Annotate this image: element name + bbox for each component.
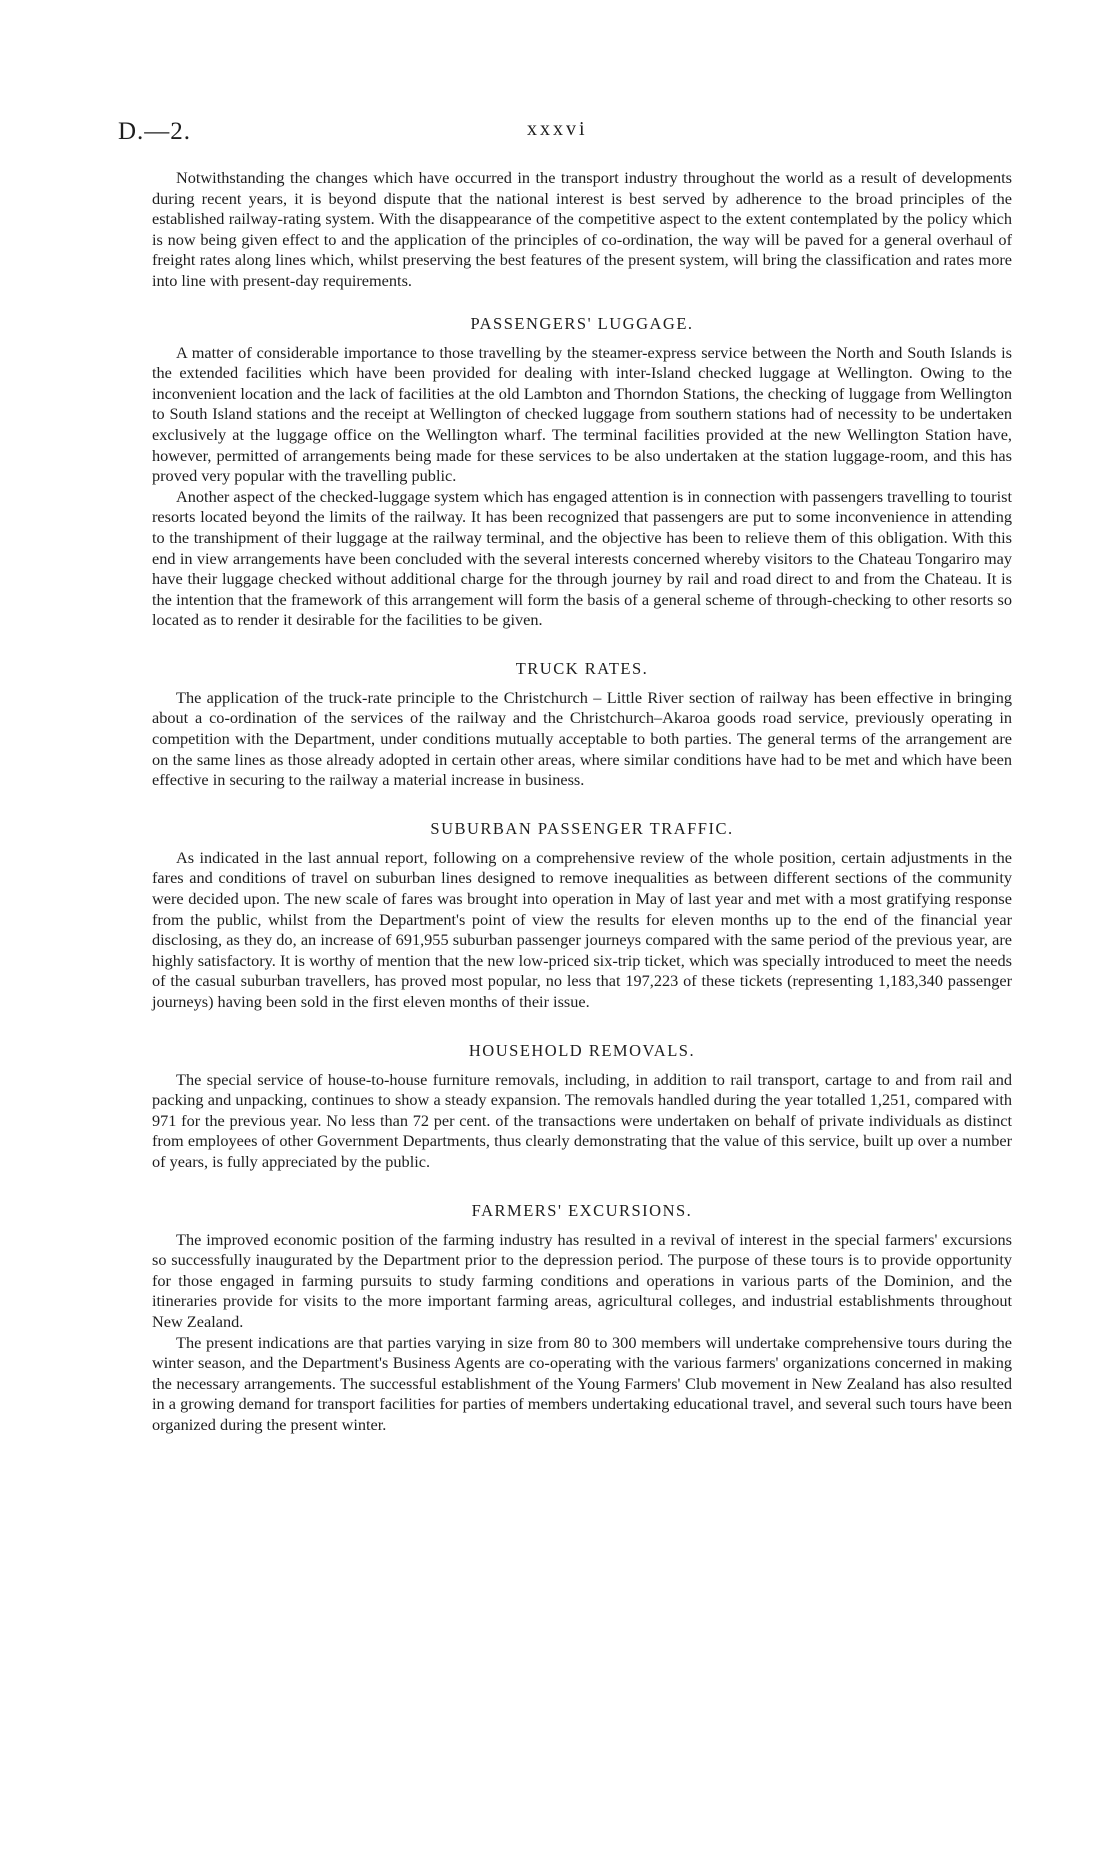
section-heading: PASSENGERS' LUGGAGE.: [470, 313, 694, 333]
document-page: [118, 118, 1012, 1436]
page-number: xxxvi: [527, 118, 588, 140]
section-farmers-excursions: [152, 1201, 1012, 1436]
section-paragraph: As indicated in the last annual report, following on a comprehensive review of the whole position, certain adjustments in the fares and conditions of travel on suburban lines designed to remove inequalities as between different sections of the community were decided upon. The new scale of fares was brought into operation in May of last year and met with a most gratifying response from the public, whilst from the Department's point of view the results for eleven months up to the end of the financial year disclosing, as they do, an increase of 691,955 suburban passenger journeys compared with the same period of the previous year, are highly satisfactory. It is worthy of mention that the new low-priced six-trip ticket, which was specially introduced to meet the needs of the casual suburban travellers, has proved most popular, no less that 197,223 of these tickets (representing 1,183,340 passenger journeys) having been sold in the first eleven months of their issue.: [152, 847, 1012, 1011]
section-paragraph: The special service of house-to-house furniture removals, including, in addition to rail transport, cartage to and from rail and packing and unpacking, continues to show a steady expansion. The removals handled during the year totalled 1,251, compared with 971 for the previous year. No less than 72 per cent. of the transactions were undertaken on behalf of private individuals as distinct from employees of other Government Departments, thus clearly demonstrating that the value of this service, built up over a number of years, is fully appreciated by the public.: [152, 1069, 1012, 1171]
section-paragraph: The application of the truck-rate principle to the Christchurch – Little River section of railway has been effective in bringing about a co-ordination of the services of the railway and the Christchurch–Akaroa goods road service, previously operating in competition with the Department, under conditions mutually acceptable to both parties. The general terms of the arrangement are on the same lines as those already adopted in certain other areas, where similar conditions have had to be met and which have been effective in securing to the railway a material increase in business.: [152, 687, 1012, 790]
section-passengers-luggage: [152, 314, 1012, 631]
page-header: [118, 118, 1012, 154]
intro-paragraph: Notwithstanding the changes which have occurred in the transport industry throughout the world as a result of developments during recent years, it is beyond dispute that the national interest is best served by adherence to the broad principles of the established railway-rating system. With the disappearance of the competitive aspect to the extent contemplated by the policy which is now being given effect to and the application of the principles of co-ordination, the way will be paved for a general overhaul of freight rates along lines which, whilst preserving the best features of the present system, will bring the classification and rates more into line with present-day requirements.: [152, 168, 1012, 290]
section-paragraph: The improved economic position of the farming industry has resulted in a revival of interest in the special farmers' excursions so successfully inaugurated by the Department prior to the depression period. The purpose of these tours is to provide opportunity for those engaged in farming pursuits to study farming conditions and operations in various parts of the Dominion, and the itineraries provide for visits to the more important farming areas, agricultural colleges, and industrial establishments throughout New Zealand.: [152, 1229, 1012, 1331]
section-heading: SUBURBAN PASSENGER TRAFFIC.: [430, 818, 734, 838]
section-household-removals: [152, 1041, 1012, 1173]
section-paragraph: A matter of considerable importance to those travelling by the steamer-express service between the North and South Islands is the extended facilities which have been provided for dealing with inter-Island checked luggage at Wellington. Owing to the inconvenient location and the lack of facilities at the old Lambton and Thorndon Stations, the checking of luggage from Wellington to South Island stations and the receipt at Wellington of checked luggage from southern stations had of necessity to be undertaken exclusively at the luggage office on the Wellington wharf. The terminal facilities provided at the new Wellington Station have, however, permitted of arrangements being made for these services to be also undertaken at the station luggage-room, and this has proved very popular with the travelling public.: [152, 342, 1012, 486]
section-heading: FARMERS' EXCURSIONS.: [471, 1200, 693, 1220]
document-reference: D.—2.: [118, 118, 192, 145]
section-truck-rates: [152, 659, 1012, 791]
section-heading: HOUSEHOLD REMOVALS.: [468, 1040, 696, 1060]
section-paragraph: The present indications are that parties varying in size from 80 to 300 members will undertake comprehensive tours during the winter season, and the Department's Business Agents are co-operating with the various farmers' organizations concerned in making the necessary arrangements. The successful establishment of the Young Farmers' Club movement in New Zealand has also resulted in a growing demand for transport facilities for parties of members undertaking educational travel, and several such tours have been organized during the present winter.: [152, 1332, 1012, 1434]
section-suburban-passenger-traffic: [152, 819, 1012, 1013]
section-paragraph: Another aspect of the checked-luggage system which has engaged attention is in connection with passengers travelling to tourist resorts located beyond the limits of the railway. It has been recognized that passengers are put to some inconvenience in attending to the transhipment of their luggage at the railway terminal, and the objective has been to relieve them of this obligation. With this end in view arrangements have been concluded with the several interests concerned whereby visitors to the Chateau Tongariro may have their luggage checked without additional charge for the through journey by rail and road direct to and from the Chateau. It is the intention that the framework of this arrangement will form the basis of a general scheme of through-checking to other resorts so located as to render it desirable for the facilities to be given.: [152, 486, 1012, 630]
section-heading: TRUCK RATES.: [515, 658, 649, 678]
